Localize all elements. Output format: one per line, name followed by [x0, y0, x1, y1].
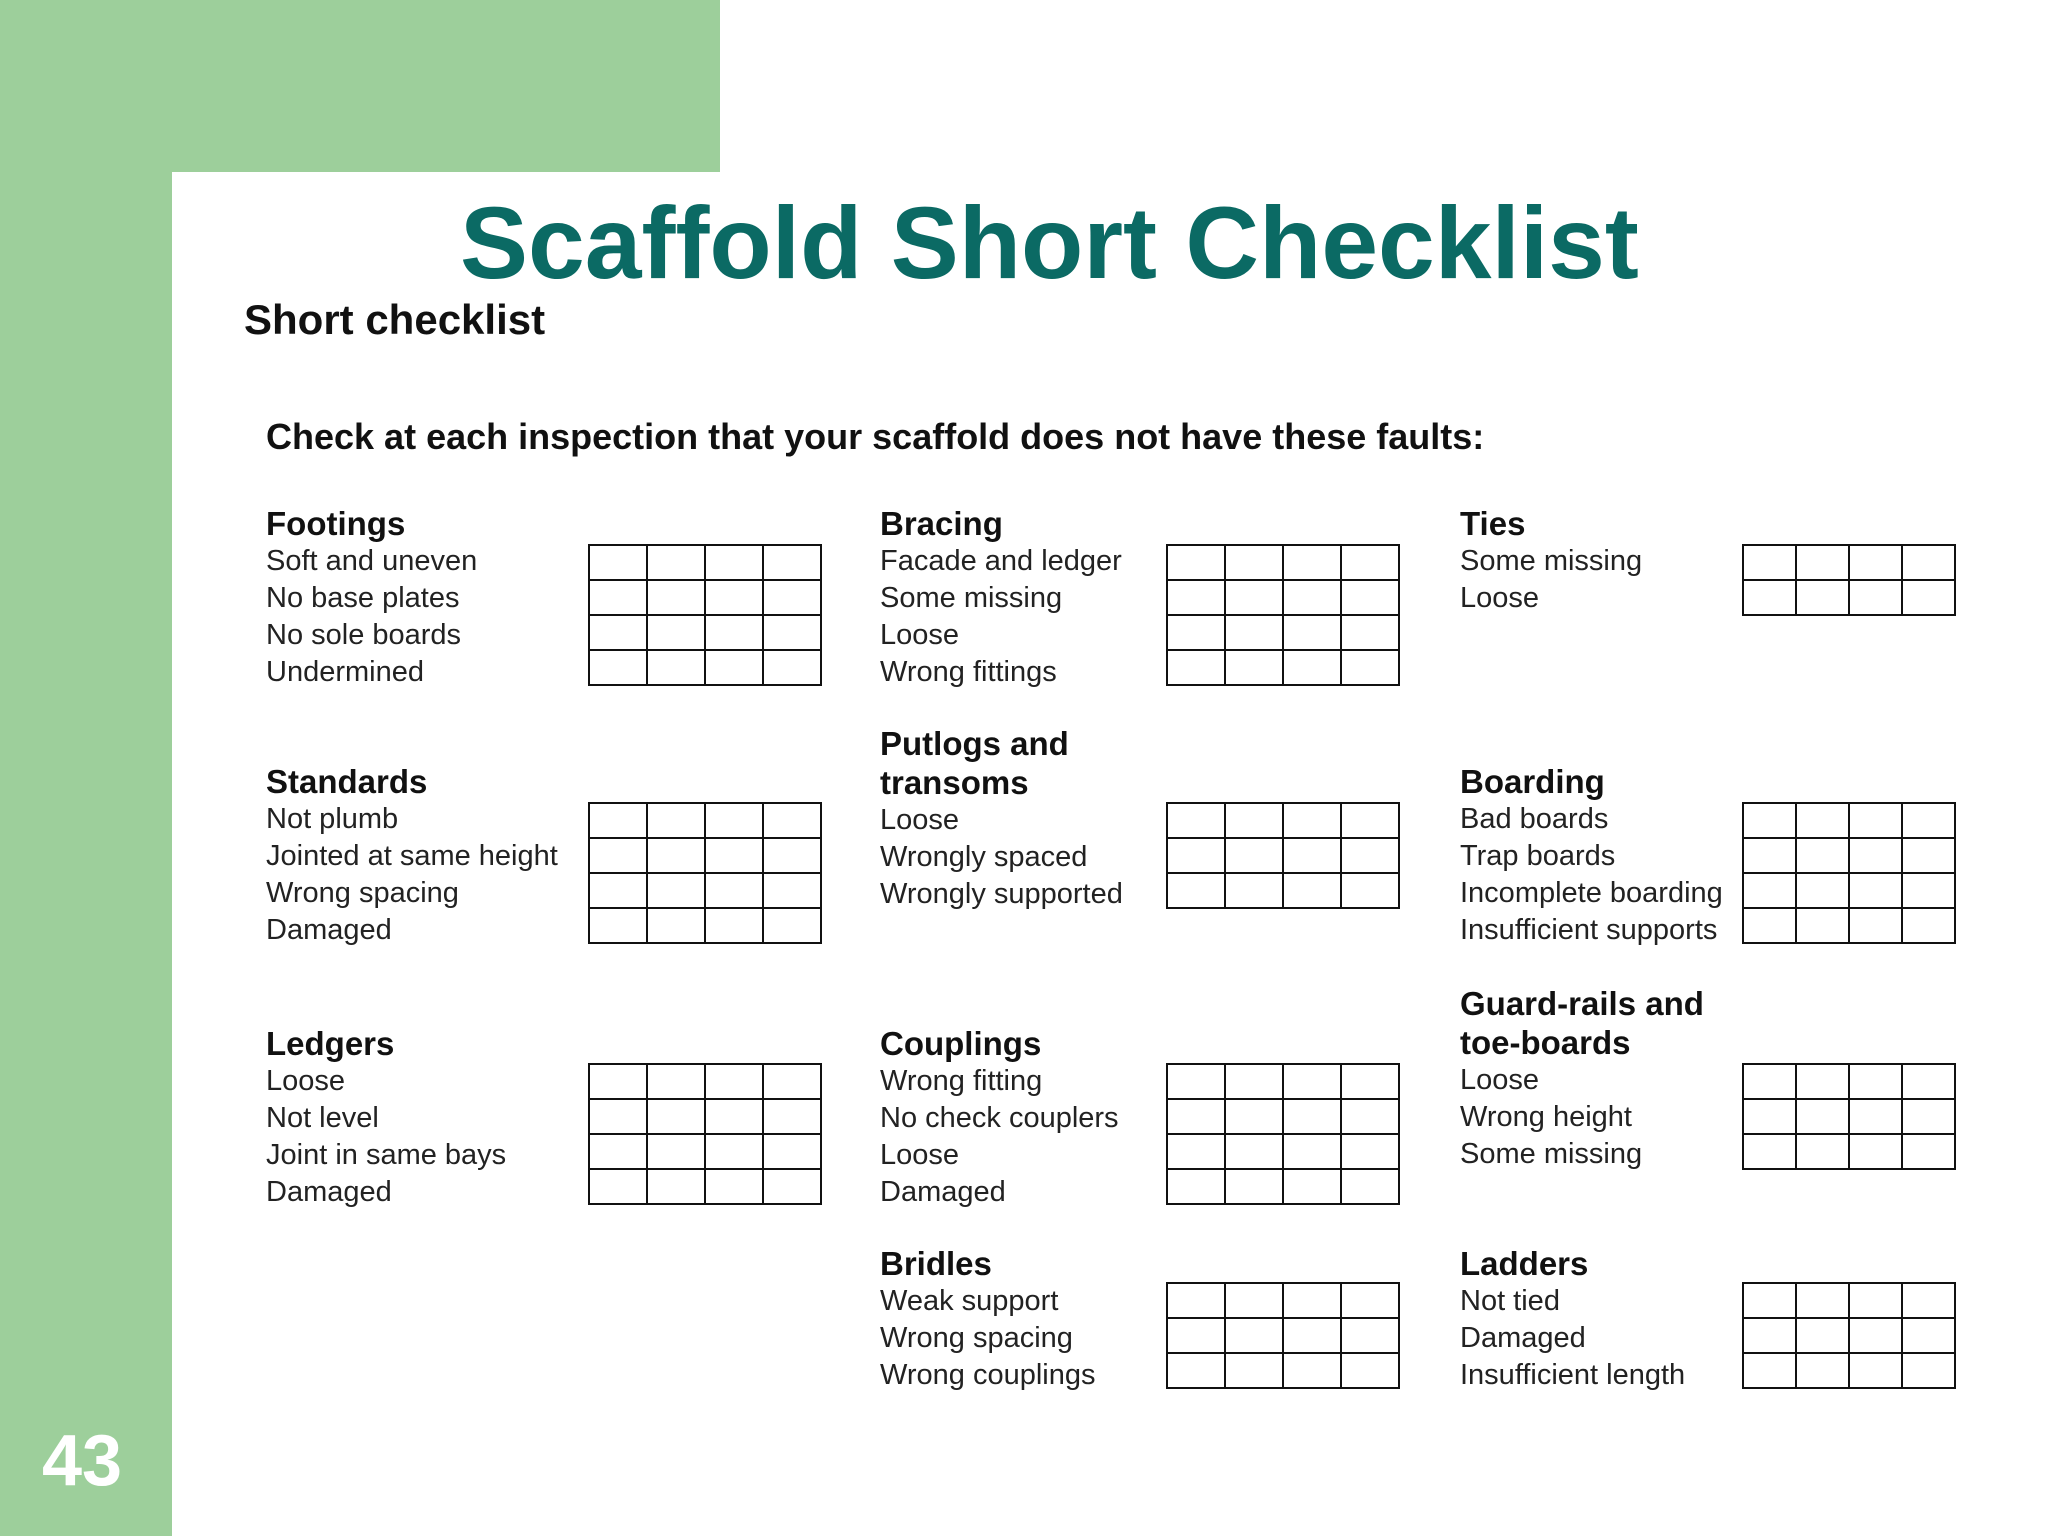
check-box[interactable] [647, 1064, 705, 1099]
section-boarding [1460, 762, 1723, 949]
section-heading: Footings [266, 505, 406, 542]
check-box[interactable] [589, 1099, 647, 1134]
check-box[interactable] [1283, 803, 1341, 838]
checklist-item: Insufficient supports [1460, 914, 1718, 946]
checklist-item: Bad boards [1460, 803, 1609, 835]
section-heading: Standards [266, 763, 428, 800]
check-box[interactable] [1225, 1099, 1283, 1134]
checkbox-grid-footings[interactable] [588, 544, 822, 686]
check-box[interactable] [1225, 615, 1283, 650]
check-box[interactable] [1743, 545, 1796, 580]
check-box[interactable] [1902, 1099, 1955, 1134]
checklist-item: Some missing [1460, 545, 1643, 577]
check-box[interactable] [1167, 1353, 1225, 1388]
grid-row [1743, 545, 1955, 580]
check-box[interactable] [1167, 615, 1225, 650]
checklist-item: Joint in same bays [266, 1139, 507, 1171]
green-side-band [0, 0, 172, 1536]
checkbox-grid-ties[interactable] [1742, 544, 1956, 616]
section-heading: Ledgers [266, 1025, 395, 1062]
check-box[interactable] [647, 615, 705, 650]
check-box[interactable] [705, 803, 763, 838]
grid-row [1743, 873, 1955, 908]
check-box[interactable] [589, 838, 647, 873]
section-heading: Guard-rails and [1460, 985, 1704, 1022]
check-box[interactable] [589, 615, 647, 650]
check-box[interactable] [1283, 838, 1341, 873]
grid-row [1167, 873, 1399, 908]
green-top-band [0, 0, 720, 172]
grid-row [1743, 908, 1955, 943]
section-heading: Ladders [1460, 1245, 1589, 1282]
check-box[interactable] [1796, 580, 1849, 615]
grid-row [589, 838, 821, 873]
check-box[interactable] [1167, 873, 1225, 908]
grid-row [1743, 838, 1955, 873]
check-box[interactable] [1225, 1318, 1283, 1353]
check-box[interactable] [647, 580, 705, 615]
check-box[interactable] [1743, 1134, 1796, 1169]
checklist-item: Weak support [880, 1285, 1059, 1317]
section-ladders [1460, 1244, 1685, 1394]
check-box[interactable] [1743, 580, 1796, 615]
checkbox-grid-ledgers[interactable] [588, 1063, 822, 1205]
check-box[interactable] [1796, 1134, 1849, 1169]
section-heading: Bridles [880, 1245, 992, 1282]
checklist-item: Wrong fittings [880, 656, 1057, 688]
section-heading: Boarding [1460, 763, 1605, 800]
check-box[interactable] [1796, 873, 1849, 908]
check-box[interactable] [1902, 873, 1955, 908]
check-box[interactable] [1796, 803, 1849, 838]
checkbox-grid-bridles[interactable] [1166, 1282, 1400, 1389]
check-box[interactable] [1225, 1064, 1283, 1099]
check-box[interactable] [1225, 1283, 1283, 1318]
check-box[interactable] [705, 908, 763, 943]
checklist-instruction: Check at each inspection that your scaffold does not have these faults: [266, 416, 1485, 457]
check-box[interactable] [1902, 1064, 1955, 1099]
check-box[interactable] [1849, 1318, 1902, 1353]
check-box[interactable] [1341, 1064, 1399, 1099]
check-box[interactable] [763, 580, 821, 615]
check-box[interactable] [1167, 1134, 1225, 1169]
section-heading: Ties [1460, 505, 1526, 542]
check-box[interactable] [589, 1169, 647, 1204]
check-box[interactable] [1283, 615, 1341, 650]
check-box[interactable] [705, 1169, 763, 1204]
check-box[interactable] [1225, 1353, 1283, 1388]
checklist-item: Wrongly supported [880, 878, 1123, 910]
check-box[interactable] [763, 1169, 821, 1204]
checkbox-grid-boarding[interactable] [1742, 802, 1956, 944]
check-box[interactable] [763, 545, 821, 580]
checklist-item: Loose [266, 1065, 346, 1097]
check-box[interactable] [1167, 1318, 1225, 1353]
grid-row [1743, 1353, 1955, 1388]
grid-row [1743, 1318, 1955, 1353]
section-putlogs-transoms [880, 724, 1123, 913]
section-ties [1460, 504, 1642, 617]
check-box[interactable] [589, 908, 647, 943]
grid-row [1167, 1318, 1399, 1353]
grid-row [589, 873, 821, 908]
check-box[interactable] [1283, 1099, 1341, 1134]
check-box[interactable] [1743, 1064, 1796, 1099]
check-box[interactable] [589, 803, 647, 838]
checklist-item: No base plates [266, 582, 460, 614]
check-box[interactable] [589, 580, 647, 615]
grid-row [1743, 803, 1955, 838]
grid-row [589, 1064, 821, 1099]
checklist-item: Wrong fitting [880, 1065, 1043, 1097]
check-box[interactable] [1167, 580, 1225, 615]
check-box[interactable] [763, 803, 821, 838]
check-box[interactable] [763, 1134, 821, 1169]
check-box[interactable] [1341, 545, 1399, 580]
grid-row [1167, 1064, 1399, 1099]
check-box[interactable] [705, 1099, 763, 1134]
check-box[interactable] [705, 873, 763, 908]
check-box[interactable] [763, 615, 821, 650]
check-box[interactable] [1796, 1318, 1849, 1353]
checklist-item: Incomplete boarding [1460, 877, 1723, 909]
check-box[interactable] [1796, 1353, 1849, 1388]
check-box[interactable] [1341, 650, 1399, 685]
check-box[interactable] [1225, 1169, 1283, 1204]
check-box[interactable] [589, 1064, 647, 1099]
section-footings [266, 504, 477, 691]
check-box[interactable] [1849, 838, 1902, 873]
check-box[interactable] [589, 873, 647, 908]
check-box[interactable] [1167, 650, 1225, 685]
check-box[interactable] [1743, 838, 1796, 873]
checkbox-grid-couplings[interactable] [1166, 1063, 1400, 1205]
check-box[interactable] [1743, 1318, 1796, 1353]
grid-row [1167, 1099, 1399, 1134]
section-ledgers [266, 1024, 506, 1211]
check-box[interactable] [1902, 838, 1955, 873]
check-box[interactable] [763, 1099, 821, 1134]
check-box[interactable] [1167, 1283, 1225, 1318]
grid-row [1167, 1169, 1399, 1204]
check-box[interactable] [1283, 1169, 1341, 1204]
checklist-item: Not level [266, 1102, 379, 1134]
check-box[interactable] [1225, 873, 1283, 908]
check-box[interactable] [647, 873, 705, 908]
checklist-item: Loose [1460, 582, 1540, 614]
check-box[interactable] [1341, 580, 1399, 615]
check-box[interactable] [1743, 803, 1796, 838]
check-box[interactable] [705, 1064, 763, 1099]
check-box[interactable] [647, 838, 705, 873]
check-box[interactable] [589, 650, 647, 685]
check-box[interactable] [1283, 1318, 1341, 1353]
grid-row [589, 545, 821, 580]
checkbox-grid-bracing[interactable] [1166, 544, 1400, 686]
checklist-subtitle: Short checklist [244, 296, 546, 343]
section-guard-rails [1460, 984, 1704, 1173]
checklist-item: Wrongly spaced [880, 841, 1088, 873]
check-box[interactable] [1849, 580, 1902, 615]
checkbox-grid-guard-rails[interactable] [1742, 1063, 1956, 1170]
checklist-item: Damaged [880, 1176, 1006, 1208]
check-box[interactable] [1796, 545, 1849, 580]
check-box[interactable] [1167, 803, 1225, 838]
check-box[interactable] [1796, 838, 1849, 873]
check-box[interactable] [763, 1064, 821, 1099]
grid-row [1167, 650, 1399, 685]
section-heading: transoms [880, 764, 1029, 801]
section-heading: Couplings [880, 1025, 1042, 1062]
checklist-item: Loose [1460, 1064, 1540, 1096]
check-box[interactable] [705, 615, 763, 650]
check-box[interactable] [1225, 838, 1283, 873]
grid-row [589, 908, 821, 943]
check-box[interactable] [1341, 615, 1399, 650]
check-box[interactable] [705, 650, 763, 685]
checklist-item: No check couplers [880, 1102, 1119, 1134]
section-bracing [880, 504, 1122, 691]
check-box[interactable] [1902, 1283, 1955, 1318]
section-bridles [880, 1244, 1095, 1394]
check-box[interactable] [1283, 1064, 1341, 1099]
checklist-item: Wrong spacing [266, 877, 459, 909]
checklist-item: Loose [880, 1139, 960, 1171]
check-box[interactable] [1743, 1099, 1796, 1134]
check-box[interactable] [1283, 1353, 1341, 1388]
checklist-item: Not plumb [266, 803, 399, 835]
check-box[interactable] [1743, 1283, 1796, 1318]
check-box[interactable] [1902, 545, 1955, 580]
grid-row [1167, 1283, 1399, 1318]
check-box[interactable] [1743, 873, 1796, 908]
check-box[interactable] [1341, 838, 1399, 873]
grid-row [589, 1099, 821, 1134]
check-box[interactable] [1796, 1099, 1849, 1134]
check-box[interactable] [1167, 838, 1225, 873]
check-box[interactable] [1743, 1353, 1796, 1388]
checklist-item: Facade and ledger [880, 545, 1122, 577]
checklist-item: Some missing [880, 582, 1063, 614]
check-box[interactable] [647, 1134, 705, 1169]
check-box[interactable] [705, 545, 763, 580]
check-box[interactable] [1283, 580, 1341, 615]
grid-row [1743, 1099, 1955, 1134]
checklist-item: Insufficient length [1460, 1359, 1686, 1391]
grid-row [589, 650, 821, 685]
check-box[interactable] [647, 1099, 705, 1134]
check-box[interactable] [1341, 1318, 1399, 1353]
check-box[interactable] [1167, 545, 1225, 580]
section-heading: toe-boards [1460, 1024, 1631, 1061]
slide-number: 43 [42, 1421, 123, 1501]
checklist-item: Some missing [1460, 1138, 1643, 1170]
check-box[interactable] [1225, 650, 1283, 685]
check-box[interactable] [647, 803, 705, 838]
grid-row [589, 1169, 821, 1204]
check-box[interactable] [1283, 1134, 1341, 1169]
check-box[interactable] [1849, 873, 1902, 908]
check-box[interactable] [1849, 908, 1902, 943]
check-box[interactable] [1283, 650, 1341, 685]
check-box[interactable] [1902, 803, 1955, 838]
checklist-item: Not tied [1460, 1285, 1560, 1317]
checklist-item: Loose [880, 804, 960, 836]
check-box[interactable] [1225, 803, 1283, 838]
check-box[interactable] [1902, 1318, 1955, 1353]
checklist-item: Damaged [1460, 1322, 1586, 1354]
check-box[interactable] [1341, 1283, 1399, 1318]
section-couplings [880, 1024, 1119, 1211]
grid-row [1167, 615, 1399, 650]
check-box[interactable] [647, 545, 705, 580]
grid-row [589, 1134, 821, 1169]
grid-row [1167, 838, 1399, 873]
check-box[interactable] [763, 873, 821, 908]
checkbox-grid-putlogs-transoms[interactable] [1166, 802, 1400, 909]
slide-title: Scaffold Short Checklist [460, 186, 1639, 300]
checklist-item: Undermined [266, 656, 424, 688]
checklist-item: Loose [880, 619, 960, 651]
check-box[interactable] [647, 650, 705, 685]
check-box[interactable] [1341, 873, 1399, 908]
check-box[interactable] [647, 1169, 705, 1204]
check-box[interactable] [1225, 1134, 1283, 1169]
checklist-item: Soft and uneven [266, 545, 478, 577]
grid-row [1743, 1064, 1955, 1099]
check-box[interactable] [1283, 1283, 1341, 1318]
check-box[interactable] [647, 908, 705, 943]
check-box[interactable] [1283, 545, 1341, 580]
check-box[interactable] [763, 650, 821, 685]
check-box[interactable] [705, 838, 763, 873]
checklist-item: No sole boards [266, 619, 462, 651]
grid-row [589, 803, 821, 838]
section-heading: Bracing [880, 505, 1003, 542]
grid-row [1167, 580, 1399, 615]
check-box[interactable] [1341, 1099, 1399, 1134]
check-box[interactable] [1902, 1134, 1955, 1169]
grid-row [1743, 580, 1955, 615]
checklist-item: Wrong couplings [880, 1359, 1096, 1391]
checkbox-grid-ladders[interactable] [1742, 1282, 1956, 1389]
check-box[interactable] [1849, 1099, 1902, 1134]
check-box[interactable] [1849, 1353, 1902, 1388]
check-box[interactable] [1849, 803, 1902, 838]
check-box[interactable] [1341, 1353, 1399, 1388]
check-box[interactable] [1225, 580, 1283, 615]
checklist-item: Wrong height [1460, 1101, 1632, 1133]
check-box[interactable] [705, 580, 763, 615]
checklist-item: Trap boards [1460, 840, 1616, 872]
check-box[interactable] [705, 1134, 763, 1169]
check-box[interactable] [1902, 908, 1955, 943]
check-box[interactable] [589, 1134, 647, 1169]
grid-row [1743, 1134, 1955, 1169]
check-box[interactable] [1796, 1283, 1849, 1318]
check-box[interactable] [763, 838, 821, 873]
checklist-item: Damaged [266, 1176, 392, 1208]
section-heading: Putlogs and [880, 725, 1069, 762]
grid-row [1167, 803, 1399, 838]
check-box[interactable] [589, 545, 647, 580]
check-box[interactable] [1283, 873, 1341, 908]
section-standards [266, 762, 558, 949]
checklist-item: Jointed at same height [266, 840, 558, 872]
check-box[interactable] [1849, 1134, 1902, 1169]
check-box[interactable] [1167, 1099, 1225, 1134]
grid-row [1743, 1283, 1955, 1318]
grid-row [1167, 1134, 1399, 1169]
grid-row [589, 615, 821, 650]
check-box[interactable] [1849, 1064, 1902, 1099]
check-box[interactable] [1341, 803, 1399, 838]
checklist-item: Damaged [266, 914, 392, 946]
check-box[interactable] [1796, 1064, 1849, 1099]
check-box[interactable] [1341, 1169, 1399, 1204]
check-box[interactable] [1743, 908, 1796, 943]
check-box[interactable] [1796, 908, 1849, 943]
check-box[interactable] [1849, 1283, 1902, 1318]
checklist-item: Wrong spacing [880, 1322, 1073, 1354]
check-box[interactable] [763, 908, 821, 943]
grid-row [589, 580, 821, 615]
check-box[interactable] [1167, 1064, 1225, 1099]
grid-row [1167, 545, 1399, 580]
check-box[interactable] [1225, 545, 1283, 580]
check-box[interactable] [1167, 1169, 1225, 1204]
check-box[interactable] [1902, 580, 1955, 615]
check-box[interactable] [1849, 545, 1902, 580]
check-box[interactable] [1902, 1353, 1955, 1388]
check-box[interactable] [1341, 1134, 1399, 1169]
grid-row [1167, 1353, 1399, 1388]
checkbox-grid-standards[interactable] [588, 802, 822, 944]
